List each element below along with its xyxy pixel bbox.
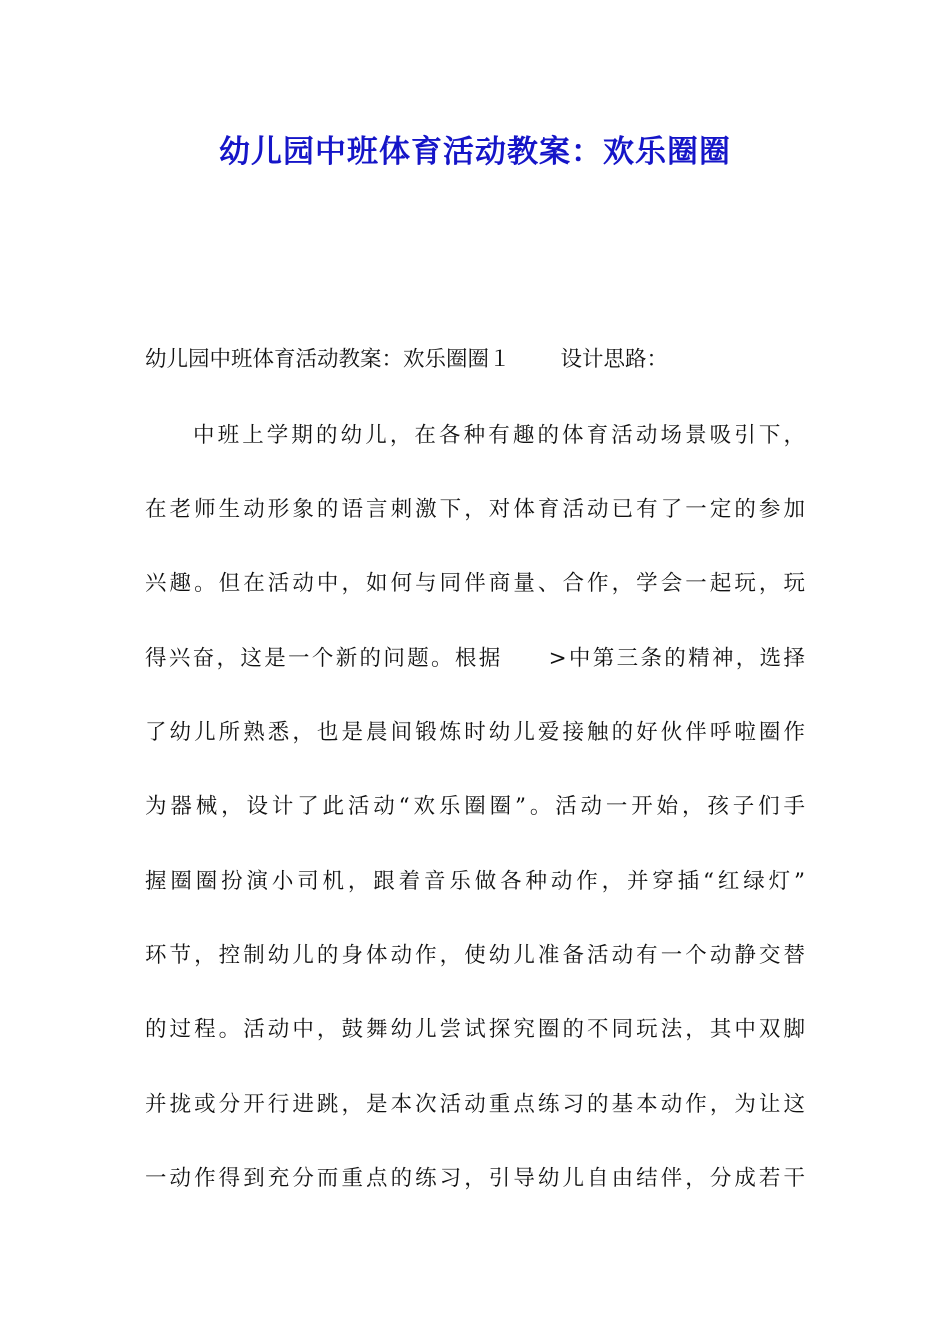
document-title: 幼儿园中班体育活动教案：欢乐圈圈	[219, 134, 731, 170]
heading-line	[145, 343, 805, 377]
paragraph-line: 的过程。活动中，鼓舞幼儿尝试探究圈的不同玩法，其中双脚	[145, 1017, 805, 1042]
paragraph-line: 为器械，设计了此活动“欢乐圈圈”。活动一开始，孩子们手	[145, 794, 805, 819]
paragraph-line: 环节，控制幼儿的身体动作，使幼儿准备活动有一个动静交替	[145, 943, 805, 968]
paragraph-line: 握圈圈扮演小司机，跟着音乐做各种动作，并穿插“红绿灯”	[145, 869, 805, 894]
paragraph-line: 兴趣。但在活动中，如何与同伴商量、合作，学会一起玩，玩	[145, 571, 805, 596]
paragraph-line: 并拢或分开行进跳，是本次活动重点练习的基本动作，为让这	[145, 1092, 805, 1117]
paragraph-line: 一动作得到充分而重点的练习，引导幼儿自由结伴，分成若干	[145, 1166, 805, 1191]
paragraph-line	[145, 642, 805, 676]
heading-line-left: 幼儿园中班体育活动教案：欢乐圈圈１	[145, 347, 511, 372]
paragraph-line: 中班上学期的幼儿，在各种有趣的体育活动场景吸引下，	[193, 423, 805, 448]
heading-line-right: 设计思路：	[560, 347, 669, 372]
paragraph-line-after: >中第三条的精神，选择	[548, 646, 805, 671]
paragraph-line: 在老师生动形象的语言刺激下，对体育活动已有了一定的参加	[145, 497, 805, 522]
paragraph-line-before: 得兴奋，这是一个新的问题。根据	[145, 646, 503, 671]
paragraph-line: 了幼儿所熟悉，也是晨间锻炼时幼儿爱接触的好伙伴呼啦圈作	[145, 720, 805, 745]
